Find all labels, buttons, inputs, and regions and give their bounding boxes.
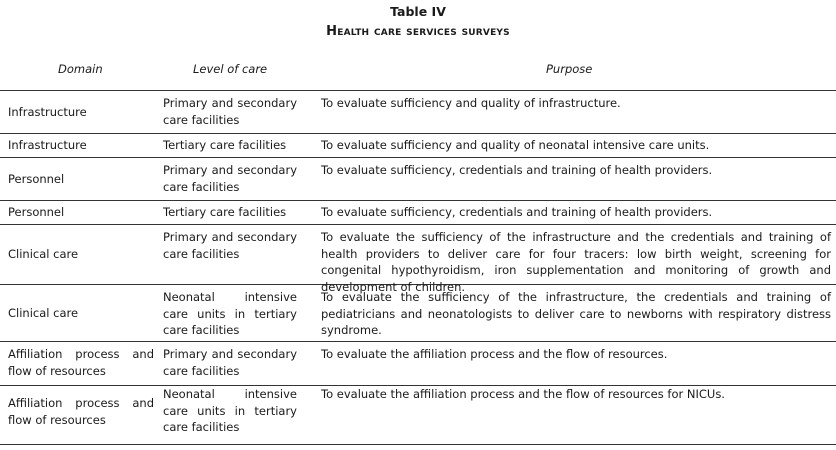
cell-level-of-care: Tertiary care facilities [163, 138, 287, 152]
cell-level-of-care: Neonatal intensive care units in tertiary care facilities [163, 387, 297, 434]
table-header-row [0, 52, 836, 91]
table-row [0, 201, 836, 225]
header-level-of-care: Level of care [193, 62, 268, 76]
table-row [0, 225, 836, 294]
cell-level-of-care: Tertiary care facilities [163, 205, 287, 219]
cell-level-of-care: Primary and secondary care facilities [163, 163, 297, 194]
cell-domain: Infrastructure [8, 105, 87, 119]
header-domain: Domain [58, 62, 103, 76]
table-number: Table IV [390, 4, 446, 19]
table-row [0, 134, 836, 158]
cell-purpose: To evaluate sufficiency and quality of neonatal intensive care units. [321, 138, 710, 152]
cell-domain: Clinical care [8, 247, 79, 261]
cell-purpose: To evaluate the affiliation process and the flow of resources. [321, 347, 668, 361]
table-row [0, 342, 836, 386]
cell-purpose: To evaluate the sufficiency of the infrastructure and the credentials and training of health providers to deliver care for four tracers: low birth weight, screening for congenital hypothyroidism, iron supplementation and monitoring of growth and development of children. [321, 230, 831, 294]
table-title: Health care services surveys [326, 24, 510, 39]
table-row [0, 285, 836, 342]
cell-level-of-care: Primary and secondary care facilities [163, 96, 297, 127]
cell-domain: Personnel [8, 205, 65, 219]
cell-domain: Clinical care [8, 306, 79, 320]
cell-domain: Affiliation process and flow of resources [8, 396, 154, 427]
cell-level-of-care: Neonatal intensive care units in tertiary care facilities [163, 290, 297, 337]
cell-domain: Personnel [8, 172, 65, 186]
cell-purpose: To evaluate sufficiency, credentials and training of health providers. [321, 163, 713, 177]
cell-purpose: To evaluate sufficiency, credentials and training of health providers. [321, 205, 713, 219]
table-row [0, 158, 836, 201]
table-row [0, 91, 836, 134]
cell-level-of-care: Primary and secondary care facilities [163, 347, 297, 378]
cell-level-of-care: Primary and secondary care facilities [163, 230, 297, 261]
cell-purpose: To evaluate the affiliation process and the flow of resources for NICUs. [321, 387, 725, 401]
cell-domain: Affiliation process and flow of resources [8, 347, 154, 378]
cell-purpose: To evaluate sufficiency and quality of infrastructure. [321, 96, 621, 110]
header-purpose: Purpose [546, 62, 593, 76]
cell-purpose: To evaluate the sufficiency of the infrastructure, the credentials and training of pediatricians and neonatologists to deliver care to newborns with respiratory distress syndrome. [321, 290, 831, 337]
cell-domain: Infrastructure [8, 138, 87, 152]
table-row [0, 386, 836, 445]
